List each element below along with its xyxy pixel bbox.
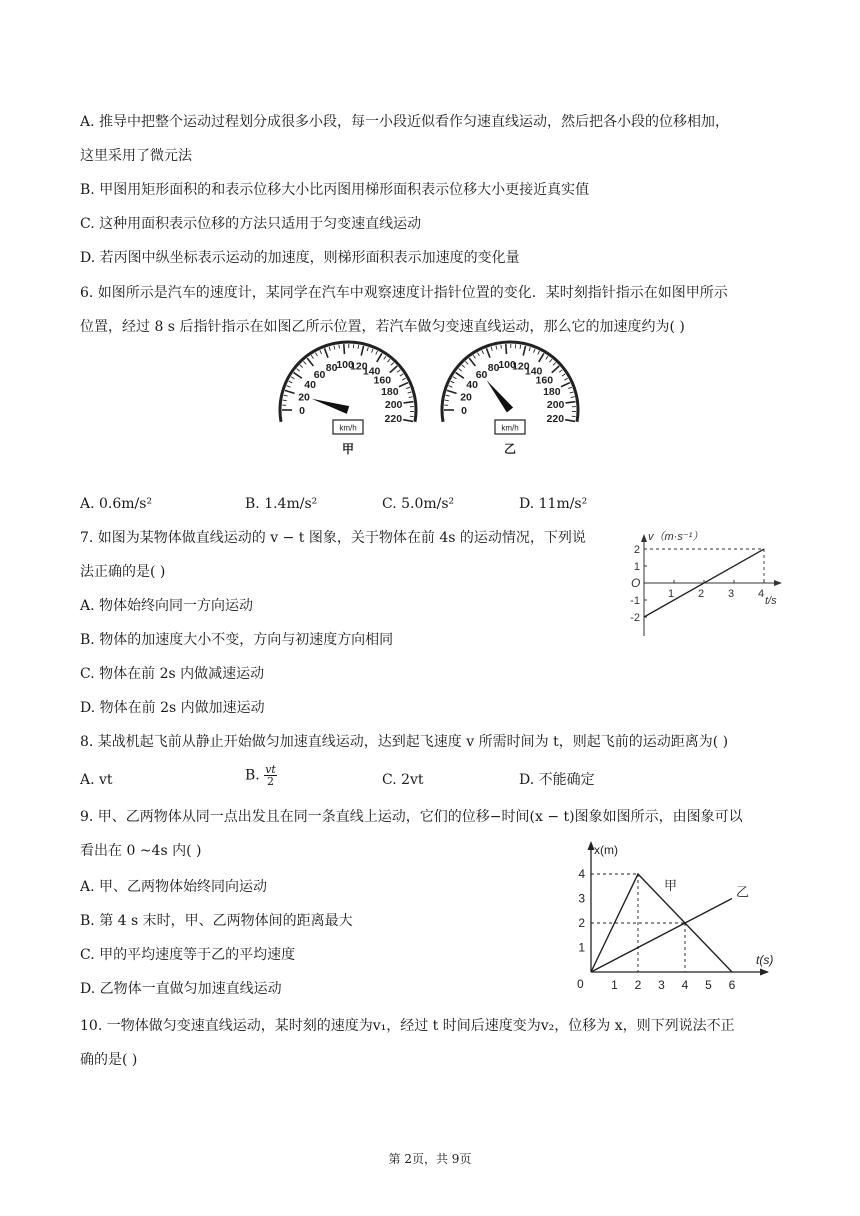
x-tick-label: 5 xyxy=(705,978,712,992)
gauge-tick-label: 200 xyxy=(384,399,403,412)
gauge-tick-label: 40 xyxy=(466,378,478,391)
gauge-caption: 甲 xyxy=(341,442,355,456)
gauge-tick xyxy=(409,397,413,398)
gauge-tick-label: 60 xyxy=(475,368,488,381)
gauge-tick xyxy=(453,377,456,379)
q9-option-a: A. 甲、乙两物体始终同向运动 xyxy=(80,879,268,895)
q7-vt-graph xyxy=(620,524,790,642)
gauge-tick xyxy=(445,400,449,401)
gauge-tick xyxy=(403,420,413,422)
gauge-tick xyxy=(376,351,378,355)
gauge-tick-label: 40 xyxy=(304,378,316,391)
gauge-tick xyxy=(371,349,373,353)
gauge-tick xyxy=(486,348,490,357)
x-tick-label: 3 xyxy=(727,588,735,600)
gauge-tick-label: 180 xyxy=(543,385,561,398)
y-tick-label: 3 xyxy=(578,891,585,906)
gauge-tick xyxy=(559,370,562,372)
q9-option-b: B. 第 4 s 末时，甲、乙两物体间的距离最大 xyxy=(80,913,353,929)
y-tick-label: 1 xyxy=(578,940,585,955)
q9-option-c: C. 甲的平均速度等于乙的平均速度 xyxy=(80,947,296,963)
speedometer-jia xyxy=(280,342,416,456)
gauge-tick-label: 0 xyxy=(299,405,305,417)
q9-stem-line1: 9. 甲、乙两物体从同一点出发且在同一条直线上运动，它们的位移−时间(x − t)图象如图所示，由图象可以 xyxy=(80,809,743,825)
q6-option-a: A. 0.6m/s² xyxy=(80,496,153,512)
gauge-tick-label: 220 xyxy=(384,412,403,425)
gauge-tick xyxy=(562,374,565,376)
gauge-tick xyxy=(402,378,406,380)
gauge-tick xyxy=(469,358,475,366)
gauge-tick xyxy=(539,353,544,362)
q6-option-d: D. 11m/s² xyxy=(519,496,588,512)
q10-stem-line2: 确的是( ) xyxy=(80,1052,138,1068)
gauge-tick-label: 160 xyxy=(373,374,392,387)
gauge-tick xyxy=(446,395,450,396)
gauge-tick xyxy=(523,346,525,356)
gauge-tick xyxy=(447,390,457,393)
q7-option-a: A. 物体始终向同一方向运动 xyxy=(80,598,254,614)
fraction-denominator: 2 xyxy=(267,775,275,788)
y-tick-label: 4 xyxy=(578,867,585,881)
gauge-tick xyxy=(546,356,548,359)
q6-option-c: C. 5.0m/s² xyxy=(382,496,455,512)
x-tick-label: 2 xyxy=(697,588,705,600)
series-jia-line xyxy=(591,874,732,972)
gauge-tick xyxy=(384,356,386,359)
q7-option-b: B. 物体的加速度大小不变，方向与初速度方向相同 xyxy=(80,632,394,648)
gauge-tick xyxy=(552,366,559,373)
q5-option-a-line2: 这里采用了微元法 xyxy=(80,148,192,164)
q8-stem: 8. 某战机起飞前从静止开始做匀加速直线运动，达到起飞速度 v 所需时间为 t，则起飞前的运动距离为( ) xyxy=(80,734,729,750)
gauge-tick xyxy=(449,386,453,387)
q6-option-b: B. 1.4m/s² xyxy=(245,496,318,512)
gauge-tick xyxy=(566,402,576,403)
gauge-tick xyxy=(294,373,302,379)
gauge-tick xyxy=(311,355,313,358)
q8-option-d: D. 不能确定 xyxy=(519,772,595,788)
y-tick-label: -2 xyxy=(630,612,640,624)
gauge-tick-label: 220 xyxy=(546,412,565,425)
gauge-tick xyxy=(533,349,535,353)
gauge-tick xyxy=(568,387,572,388)
gauge-tick xyxy=(408,392,412,393)
gauge-tick xyxy=(397,370,400,372)
x-axis-arrow xyxy=(760,969,769,976)
gauge-tick xyxy=(400,374,403,376)
gauge-tick-label: 140 xyxy=(362,365,381,378)
x-tick-label: 1 xyxy=(611,978,618,992)
gauge-tick xyxy=(501,345,502,349)
gauge-tick-label: 180 xyxy=(381,385,399,398)
gauge-tick-label: 80 xyxy=(325,362,338,375)
gauge-tick xyxy=(482,350,484,354)
gauge-tick xyxy=(307,358,313,366)
q6-stem-line1: 6. 如图所示是汽车的速度计，某同学在汽车中观察速度计指针位置的变化．某时刻指针指示在如图甲所示 xyxy=(80,285,728,301)
q6-stem-line2: 位置，经过 8 s 后指针指示在如图乙所示位置，若汽车做匀变速直线运动，那么它的加速度约为( ) xyxy=(80,319,685,335)
gauge-tick xyxy=(320,350,322,354)
q8-option-a: A. vt xyxy=(80,772,113,788)
gauge-unit-label: km/h xyxy=(339,423,357,433)
y-axis-title: v（m·s⁻¹） xyxy=(648,531,704,543)
gauge-tick xyxy=(291,377,294,379)
gauge-tick xyxy=(565,420,575,422)
x-tick-label: 4 xyxy=(757,588,765,600)
x-tick-label: 6 xyxy=(728,978,736,992)
gauge-tick-label: 60 xyxy=(313,368,326,381)
gauge-tick xyxy=(297,369,300,372)
gauge-tick xyxy=(473,355,475,358)
series-yi-line xyxy=(591,899,732,973)
gauge-tick-label: 120 xyxy=(512,360,530,373)
q8-option-c: C. 2vt xyxy=(382,772,424,788)
gauge-tick-label: 20 xyxy=(298,391,310,404)
q9-xt-graph xyxy=(568,838,798,998)
gauge-tick xyxy=(406,387,410,388)
gauge-tick xyxy=(387,359,390,362)
gauge-caption: 乙 xyxy=(503,442,517,456)
q8-option-b-fraction xyxy=(264,764,277,787)
gauge-tick xyxy=(564,378,568,380)
gauge-tick xyxy=(538,351,540,355)
gauge-unit-label: km/h xyxy=(501,423,519,433)
gauge-tick xyxy=(390,366,397,373)
gauge-tick xyxy=(361,346,363,356)
series-yi-label: 乙 xyxy=(736,884,750,900)
x-axis-arrow xyxy=(774,580,782,586)
gauge-tick xyxy=(459,369,462,372)
y-tick-label: 1 xyxy=(633,561,640,573)
gauge-tick xyxy=(391,362,394,365)
gauge-needle xyxy=(312,399,349,414)
q7-option-d: D. 物体在前 2s 内做加速运动 xyxy=(80,700,265,716)
gauge-tick xyxy=(491,347,492,351)
q7-stem-line1: 7. 如图为某物体做直线运动的 v − t 图象，关于物体在前 4s 的运动情况，下列说 xyxy=(80,530,586,546)
gauge-needle xyxy=(487,380,514,412)
gauge-tick xyxy=(570,392,574,393)
q8-option-b xyxy=(245,764,277,787)
y-tick-label: -1 xyxy=(630,595,640,607)
gauge-tick xyxy=(399,383,408,387)
gauge-tick-label: 120 xyxy=(350,360,368,373)
fraction-numerator: vt xyxy=(265,763,276,776)
gauge-tick xyxy=(358,345,359,349)
gauge-tick xyxy=(561,383,570,387)
gauge-tick xyxy=(367,347,368,351)
gauge-tick xyxy=(334,346,335,350)
y-tick-label: 2 xyxy=(578,916,585,930)
x-tick-label: 1 xyxy=(667,588,675,600)
q7-option-c: C. 物体在前 2s 内做减速运动 xyxy=(80,666,265,682)
q9-option-d: D. 乙物体一直做匀加速直线运动 xyxy=(80,981,282,997)
q8-option-b-prefix: B. xyxy=(245,767,260,784)
gauge-tick xyxy=(451,381,455,383)
gauge-tick xyxy=(520,345,521,349)
y-axis-arrow xyxy=(641,534,647,542)
gauge-tick-label: 100 xyxy=(498,359,516,372)
q7-stem-line2: 法正确的是( ) xyxy=(80,564,166,580)
x-tick-label: 2 xyxy=(634,978,642,992)
gauge-tick xyxy=(462,365,465,368)
gauge-tick-label: 20 xyxy=(460,391,472,404)
q9-stem-line2: 看出在 0 ~4s 内( ) xyxy=(80,843,202,859)
speedometer-yi xyxy=(442,342,578,456)
gauge-tick xyxy=(284,395,288,396)
q10-stem-line1: 10. 一物体做匀变速直线运动，某时刻的速度为v₁，经过 t 时间后速度变为v₂，位移为 x，则下列说法不正 xyxy=(80,1018,735,1034)
q5-option-c: C. 这种用面积表示位移的方法只适用于匀变速直线运动 xyxy=(80,216,422,232)
gauge-tick xyxy=(315,353,317,356)
gauge-tick xyxy=(506,344,507,354)
gauge-tick-label: 200 xyxy=(546,399,565,412)
gauge-tick xyxy=(571,397,575,398)
gauge-tick xyxy=(529,347,530,351)
gauge-tick xyxy=(324,348,328,357)
gauge-tick xyxy=(549,359,552,362)
gauge-tick xyxy=(289,381,293,383)
gauge-tick xyxy=(287,386,291,387)
series-jia-label: 甲 xyxy=(664,878,678,893)
x-axis-title: t(s) xyxy=(756,953,774,967)
y-tick-label: 2 xyxy=(633,544,640,556)
gauge-tick xyxy=(456,373,464,379)
gauge-tick-label: 140 xyxy=(524,365,543,378)
origin-label: O xyxy=(631,576,641,590)
gauge-tick xyxy=(300,365,303,368)
gauge-tick xyxy=(477,353,479,356)
q5-option-b: B. 甲图用矩形面积的和表示位移大小比丙图用梯形面积表示位移大小更接近真实值 xyxy=(80,182,590,198)
page-footer: 第 2页，共 9页 xyxy=(388,1152,472,1166)
x-tick-label: 4 xyxy=(681,978,689,992)
gauge-tick xyxy=(377,353,382,362)
gauge-tick xyxy=(404,402,414,403)
gauge-tick xyxy=(329,347,330,351)
gauge-tick-label: 0 xyxy=(461,405,467,417)
origin-label: 0 xyxy=(577,977,584,991)
gauge-tick xyxy=(553,362,556,365)
gauge-tick xyxy=(303,361,306,364)
gauge-tick xyxy=(496,346,497,350)
q5-option-d: D. 若丙图中纵坐标表示运动的加速度，则梯形面积表示加速度的变化量 xyxy=(80,250,520,266)
gauge-tick-label: 80 xyxy=(487,362,500,375)
gauge-tick xyxy=(344,344,345,354)
x-axis-title: t/s xyxy=(765,595,777,607)
gauge-tick-label: 100 xyxy=(336,359,354,372)
gauge-tick xyxy=(283,400,287,401)
q5-option-a-line1: A. 推导中把整个运动过程划分成很多小段，每一小段近似看作匀速直线运动，然后把各小段的位移相加， xyxy=(80,114,730,130)
gauge-tick xyxy=(465,361,468,364)
y-axis-title: x(m) xyxy=(594,843,618,857)
gauge-tick xyxy=(339,345,340,349)
speedometer-figure xyxy=(270,340,590,465)
gauge-tick xyxy=(285,390,295,393)
x-tick-label: 3 xyxy=(658,978,665,992)
gauge-tick-label: 160 xyxy=(535,374,554,387)
